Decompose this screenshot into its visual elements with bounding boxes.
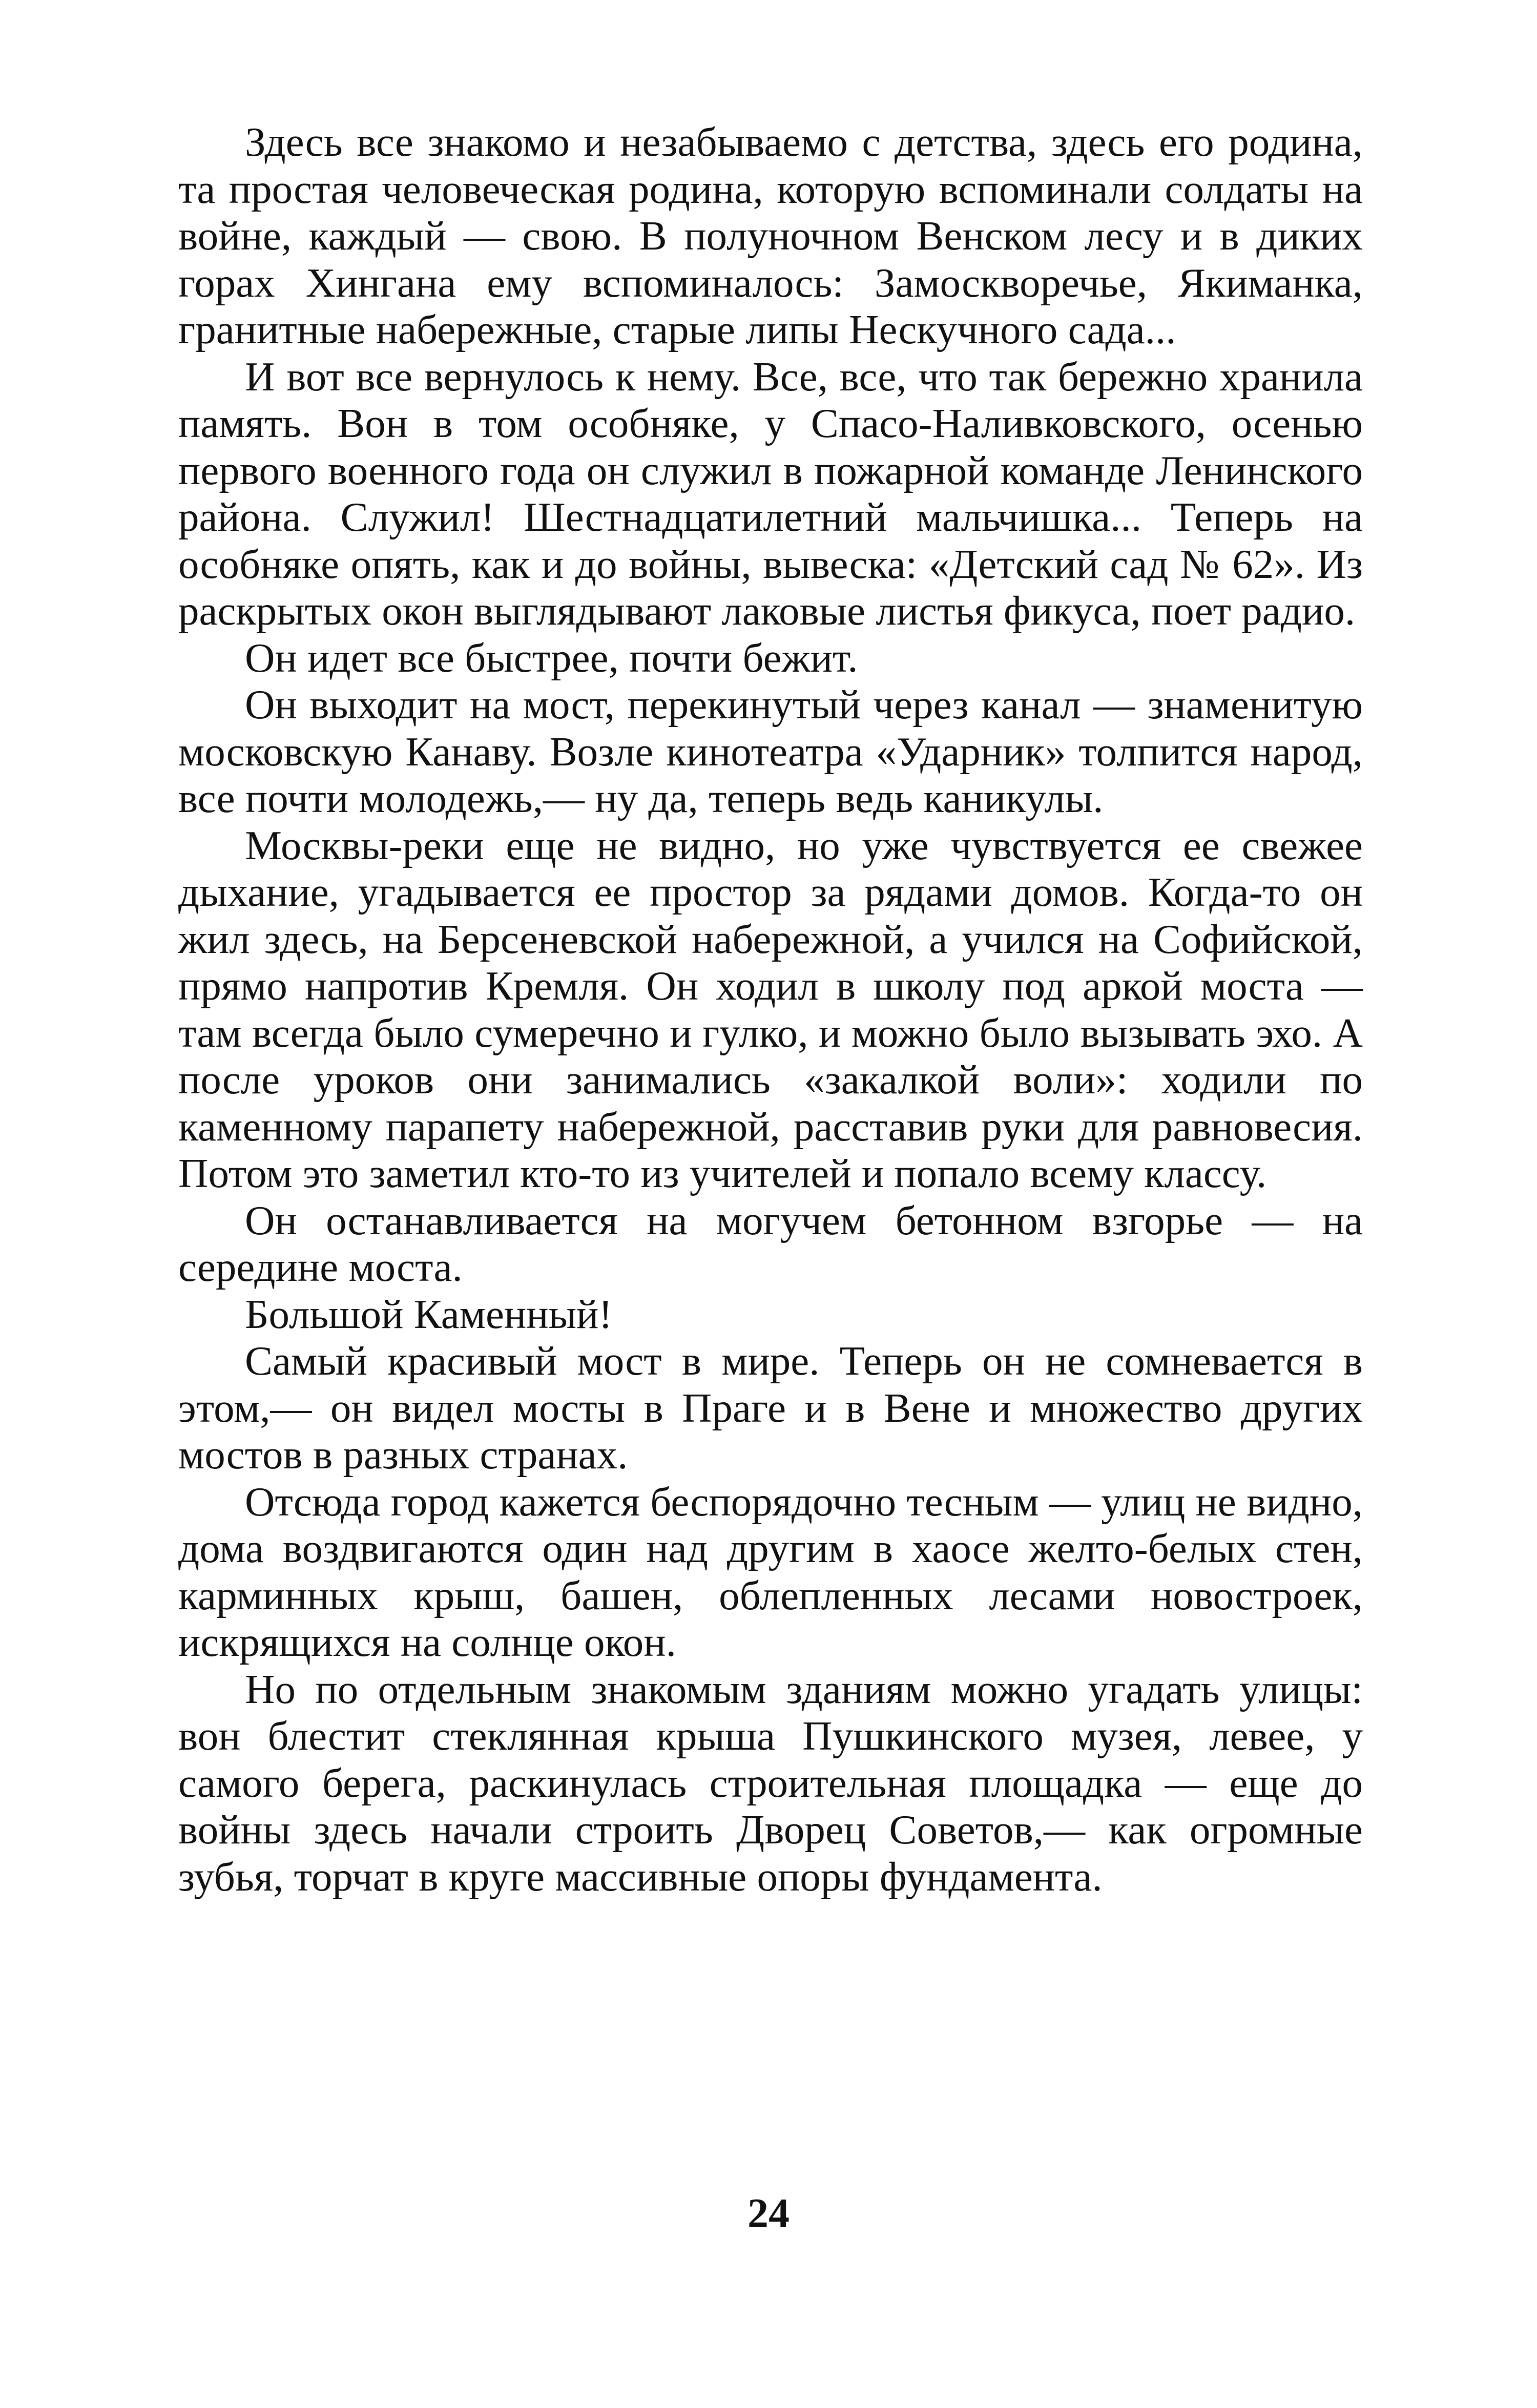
paragraph-10: Но по отдельным знакомым зданиям можно угадать улицы: вон блестит стеклянная крыша Пушкинского музея, левее, у самого берега, раскинулась строительная площадка — еще до войны здесь начали строить Дворец Советов,— как огромные зубья, торчат в круге массивные опоры фундамента. — [178, 1666, 1363, 1900]
paragraph-3: Он идет все быстрее, почти бежит. — [245, 634, 858, 681]
paragraph-9: Отсюда город кажется беспорядочно тесным — улиц не видно, дома воздвигаются один над другим в хаосе желто-белых стен, карминных крыш, башен, облепленных лесами новостроек, искрящихся на солнце окон. — [178, 1478, 1363, 1665]
paragraph-7: Большой Каменный! — [245, 1291, 613, 1337]
paragraph-2: И вот все вернулось к нему. Все, все, что так бережно хранила память. Вон в том особняке, у Спасо-Наливковского, осенью первого военного года он служил в пожарной команде Ленинского района. Служил! Шестнадцатилетний мальчишка... Теперь на особняке опять, как и до войны, вывеска: «Детский сад № 62». Из раскрытых окон выглядывают лаковые листья фикуса, поет радио. — [178, 353, 1363, 634]
page-number: 24 — [747, 2190, 790, 2236]
body-text — [178, 119, 1363, 1900]
paragraph-5: Москвы-реки еще не видно, но уже чувствуется ее свежее дыхание, угадывается ее простор за рядами домов. Когда-то он жил здесь, на Берсеневской набережной, а учился на Софийской, прямо напротив Кремля. Он ходил в школу под аркой моста — там всегда было сумеречно и гулко, и можно было вызывать эхо. А после уроков они занимались «закалкой воли»: ходили по каменному парапету набережной, расставив руки для равновесия. Потом это заметил кто-то из учителей и попало всему классу. — [178, 822, 1363, 1196]
paragraph-6: Он останавливается на могучем бетонном взгорье — на середине моста. — [178, 1197, 1363, 1290]
paragraph-4: Он выходит на мост, перекинутый через канал — знаменитую московскую Канаву. Возле кинотеатра «Ударник» толпится народ, все почти молодежь,— ну да, теперь ведь каникулы. — [178, 681, 1363, 821]
paragraph-8: Самый красивый мост в мире. Теперь он не сомневается в этом,— он видел мосты в Праге и в Вене и множество других мостов в разных странах. — [178, 1338, 1363, 1478]
paragraph-1: Здесь все знакомо и незабываемо с детства, здесь его родина, та простая человеческая родина, которую вспоминали солдаты на войне, каждый — свою. В полуночном Венском лесу и в диких горах Хингана ему вспоминалось: Замоскворечье, Якиманка, гранитные набережные, старые липы Нескучного сада... — [178, 119, 1363, 352]
